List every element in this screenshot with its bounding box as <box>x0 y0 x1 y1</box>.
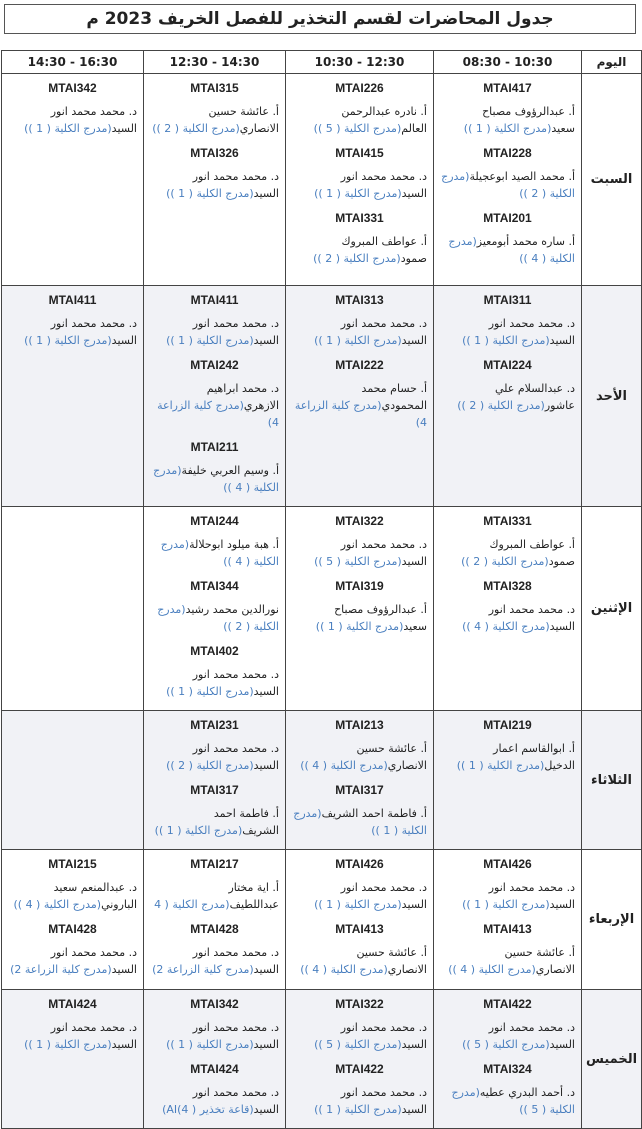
course-code: MTAI328 <box>483 579 532 593</box>
course-code: MTAI417 <box>483 81 532 95</box>
slot-cell <box>144 990 286 1129</box>
room-label: (مدرج الكلية ( 5 )) <box>313 122 402 135</box>
instructor-name: د. محمد محمد انور السيد <box>50 105 137 135</box>
course-code: MTAI415 <box>335 146 384 160</box>
course-code: MTAI219 <box>483 718 532 732</box>
room-label: (مدرج الكلية ( 2 )) <box>152 122 240 135</box>
instructor-name: د. عبدالسلام علي عاشور <box>494 382 575 412</box>
course-code: MTAI324 <box>483 1062 532 1076</box>
course-code: MTAI322 <box>335 997 384 1011</box>
instructor-name: د. محمد محمد انور السيد <box>192 1021 279 1051</box>
instructor-name: د. محمد محمد انور السيد <box>340 881 427 911</box>
lecture-entry <box>292 782 427 839</box>
slot-cell <box>144 74 286 286</box>
lecture-entry <box>8 856 137 913</box>
lecture-entry <box>150 357 279 431</box>
lecture-entry <box>292 357 427 431</box>
room-label: (مدرج الكلية ( 1 )) <box>24 1038 112 1051</box>
instructor-name: أ. اية مختار عبداللطيف <box>228 881 279 911</box>
course-code: MTAI331 <box>483 514 532 528</box>
room-label: (مدرج الكلية ( 1 )) <box>456 759 545 772</box>
instructor-name: د. محمد محمد انور السيد <box>192 946 279 976</box>
lecture-entry <box>440 996 575 1053</box>
lecture-entry <box>150 921 279 978</box>
course-code: MTAI428 <box>190 922 239 936</box>
instructor-name: نورالدين محمد رشيد <box>185 603 279 616</box>
room-label: (مدرج الكلية ( 1 )) <box>462 334 550 347</box>
instructor-name: أ. وسيم العربي خليفة <box>181 464 279 477</box>
room-label: (مدرج كلية الزراعة 2) <box>152 963 254 976</box>
lecture-entry <box>292 921 427 978</box>
lecture-entry <box>292 292 427 349</box>
slot-cell <box>2 711 144 850</box>
lecture-entry <box>440 210 575 267</box>
lecture-entry <box>150 996 279 1053</box>
course-code: MTAI201 <box>483 211 532 225</box>
lecture-entry <box>292 578 427 635</box>
slot-cell <box>2 990 144 1129</box>
course-code: MTAI317 <box>190 783 239 797</box>
day-name: السبت <box>582 74 642 286</box>
slot-cell <box>2 286 144 507</box>
instructor-name: د. محمد محمد انور السيد <box>340 317 427 347</box>
instructor-name: أ. محمد الصيد ابوعجيلة <box>469 170 575 183</box>
room-label: (مدرج الكلية ( 4 <box>154 898 230 911</box>
course-code: MTAI331 <box>335 211 384 225</box>
room-label: (مدرج الكلية ( 1 )) <box>314 187 402 200</box>
day-row <box>2 850 642 990</box>
day-name: الخميس <box>582 990 642 1129</box>
slot-cell <box>144 711 286 850</box>
instructor-name: أ. ساره محمد أبومعيز <box>476 235 575 248</box>
lecture-entry <box>150 145 279 202</box>
lecture-entry <box>150 292 279 349</box>
instructor-name: د. محمد محمد انور السيد <box>192 1086 279 1116</box>
instructor-name: د. محمد محمد انور السيد <box>192 170 279 200</box>
lecture-entry <box>292 1061 427 1118</box>
lecture-entry <box>440 357 575 414</box>
course-code: MTAI211 <box>190 440 239 454</box>
header-slot: 08:30 - 10:30 <box>434 51 582 74</box>
instructor-name: أ. فاطمة احمد الشريف <box>321 807 427 820</box>
course-code: MTAI422 <box>483 997 532 1011</box>
course-code: MTAI244 <box>190 514 239 528</box>
lecture-entry <box>440 856 575 913</box>
instructor-name: د. محمد محمد انور السيد <box>488 1021 575 1051</box>
course-code: MTAI411 <box>190 293 239 307</box>
day-name: الأحد <box>582 286 642 507</box>
course-code: MTAI426 <box>483 857 532 871</box>
course-code: MTAI315 <box>190 81 239 95</box>
lecture-entry <box>292 80 427 137</box>
lecture-entry <box>292 856 427 913</box>
room-label: (مدرج كلية الزراعة 4) <box>294 399 427 429</box>
room-label: (مدرج الكلية ( 5 )) <box>314 1038 402 1051</box>
day-row <box>2 286 642 507</box>
lecture-entry <box>8 292 137 349</box>
instructor-name: د. محمد محمد انور السيد <box>192 742 279 772</box>
room-label: (مدرج الكلية ( 2 )) <box>313 252 401 265</box>
slot-cell <box>434 990 582 1129</box>
slot-cell <box>434 286 582 507</box>
course-code: MTAI222 <box>335 358 384 372</box>
lecture-entry <box>150 80 279 137</box>
course-code: MTAI413 <box>483 922 532 936</box>
slot-cell <box>286 711 434 850</box>
instructor-name: د. محمد محمد انور السيد <box>488 317 575 347</box>
course-code: MTAI426 <box>335 857 384 871</box>
header-slot: 10:30 - 12:30 <box>286 51 434 74</box>
header-day: اليوم <box>582 51 642 74</box>
course-code: MTAI411 <box>48 293 97 307</box>
lecture-entry <box>440 80 575 137</box>
room-label: (مدرج الكلية ( 2 )) <box>441 170 575 200</box>
room-label: (مدرج الكلية ( 5 )) <box>314 555 402 568</box>
header-slot: 12:30 - 14:30 <box>144 51 286 74</box>
lecture-entry <box>150 513 279 570</box>
day-name: الإثنين <box>582 507 642 711</box>
lecture-entry <box>440 292 575 349</box>
lecture-entry <box>150 856 279 913</box>
course-code: MTAI217 <box>190 857 239 871</box>
room-label: (مدرج الكلية ( 4 )) <box>153 464 279 494</box>
course-code: MTAI342 <box>48 81 97 95</box>
course-code: MTAI226 <box>335 81 384 95</box>
room-label: (مدرج الكلية ( 2 )) <box>457 399 545 412</box>
instructor-name: د. محمد محمد انور السيد <box>340 538 427 568</box>
instructor-name: د. محمد ابراهيم الازهري <box>206 382 279 412</box>
room-label: (مدرج الكلية ( 1 )) <box>24 122 112 135</box>
course-code: MTAI422 <box>335 1062 384 1076</box>
schedule-table <box>1 50 642 1129</box>
instructor-name: د. عبدالمنعم سعيد الباروني <box>53 881 137 911</box>
room-label: (مدرج الكلية ( 1 )) <box>166 187 254 200</box>
lecture-entry <box>440 145 575 202</box>
lecture-entry <box>150 643 279 700</box>
header-row <box>2 51 642 74</box>
course-code: MTAI319 <box>335 579 384 593</box>
course-code: MTAI213 <box>335 718 384 732</box>
slot-cell <box>144 286 286 507</box>
instructor-name: د. أحمد البدري عطيه <box>479 1086 575 1099</box>
room-label: (مدرج الكلية ( 2 )) <box>157 603 279 633</box>
instructor-name: د. محمد محمد انور السيد <box>340 1086 427 1116</box>
instructor-name: أ. عائشة حسين الانصاري <box>356 742 427 772</box>
course-code: MTAI228 <box>483 146 532 160</box>
instructor-name: د. محمد محمد انور السيد <box>488 603 575 633</box>
lecture-entry <box>292 717 427 774</box>
day-row <box>2 990 642 1129</box>
room-label: (مدرج الكلية ( 4 )) <box>13 898 102 911</box>
room-label: (مدرج كلية الزراعة 2) <box>10 963 112 976</box>
instructor-name: أ. عواطف المبروك صمود <box>341 235 427 265</box>
room-label: (مدرج الكلية ( 1 )) <box>166 1038 254 1051</box>
room-label: (مدرج الكلية ( 5 )) <box>462 1038 550 1051</box>
lecture-entry <box>8 996 137 1053</box>
room-label: (مدرج الكلية ( 2 )) <box>166 759 254 772</box>
instructor-name: د. محمد محمد انور السيد <box>488 881 575 911</box>
day-row <box>2 507 642 711</box>
course-code: MTAI342 <box>190 997 239 1011</box>
room-label: (مدرج الكلية ( 1 )) <box>166 685 254 698</box>
course-code: MTAI311 <box>483 293 532 307</box>
slot-cell <box>434 711 582 850</box>
lecture-entry <box>440 717 575 774</box>
room-label: (مدرج الكلية ( 4 )) <box>448 963 536 976</box>
room-label: (مدرج الكلية ( 1 )) <box>314 898 402 911</box>
lecture-entry <box>8 921 137 978</box>
lecture-entry <box>292 996 427 1053</box>
course-code: MTAI326 <box>190 146 239 160</box>
instructor-name: د. محمد محمد انور السيد <box>340 1021 427 1051</box>
lecture-entry <box>292 210 427 267</box>
slot-cell <box>286 286 434 507</box>
day-row <box>2 74 642 286</box>
room-label: (مدرج الكلية ( 1 )) <box>315 620 404 633</box>
slot-cell <box>144 507 286 711</box>
room-label: (مدرج الكلية ( 4 )) <box>300 963 388 976</box>
course-code: MTAI413 <box>335 922 384 936</box>
course-code: MTAI402 <box>190 644 239 658</box>
instructor-name: أ. نادره عبدالرحمن العالم <box>341 105 427 135</box>
instructor-name: د. محمد محمد انور السيد <box>50 317 137 347</box>
room-label: (مدرج كلية الزراعة 4) <box>157 399 279 429</box>
slot-cell <box>286 850 434 990</box>
course-code: MTAI242 <box>190 358 239 372</box>
room-label: (مدرج الكلية ( 1 )) <box>154 824 243 837</box>
instructor-name: أ. فاطمة احمد الشريف <box>213 807 279 837</box>
room-label: (مدرج الكلية ( 1 )) <box>293 807 427 837</box>
room-label: (مدرج الكلية ( 1 )) <box>314 1103 402 1116</box>
instructor-name: أ. هبة ميلود ابوحلالة <box>189 538 279 551</box>
instructor-name: أ. عائشة حسين الانصاري <box>504 946 575 976</box>
room-label: (مدرج الكلية ( 1 )) <box>24 334 112 347</box>
room-label: (مدرج الكلية ( 5 )) <box>451 1086 575 1116</box>
room-label: (مدرج الكلية ( 4 )) <box>462 620 550 633</box>
slot-cell <box>286 990 434 1129</box>
lecture-entry <box>150 1061 279 1118</box>
instructor-name: أ. حسام محمد المحمودي <box>361 382 427 412</box>
lecture-entry <box>440 578 575 635</box>
day-name: الثلاثاء <box>582 711 642 850</box>
slot-cell <box>144 850 286 990</box>
day-row <box>2 711 642 850</box>
instructor-name: أ. عواطف المبروك صمود <box>489 538 575 568</box>
instructor-name: أ. عبدالرؤوف مصباح سعيد <box>482 105 575 135</box>
room-label: (مدرج الكلية ( 1 )) <box>462 898 550 911</box>
lecture-entry <box>150 717 279 774</box>
page-title: جدول المحاضرات لقسم التخذير للفصل الخريف 2023 م <box>4 4 636 34</box>
room-label: (مدرج الكلية ( 1 )) <box>166 334 254 347</box>
lecture-entry <box>292 513 427 570</box>
slot-cell <box>286 507 434 711</box>
course-code: MTAI322 <box>335 514 384 528</box>
slot-cell <box>434 507 582 711</box>
slot-cell <box>2 850 144 990</box>
slot-cell <box>434 74 582 286</box>
instructor-name: أ. عائشة حسين الانصاري <box>356 946 427 976</box>
course-code: MTAI424 <box>48 997 97 1011</box>
room-label: (مدرج الكلية ( 4 )) <box>448 235 575 265</box>
slot-cell <box>2 507 144 711</box>
instructor-name: د. محمد محمد انور السيد <box>50 1021 137 1051</box>
day-name: الإربعاء <box>582 850 642 990</box>
room-label: (قاعة تخذير AI(4 )) <box>162 1103 254 1116</box>
lecture-entry <box>150 439 279 496</box>
lecture-entry <box>440 513 575 570</box>
course-code: MTAI428 <box>48 922 97 936</box>
room-label: (مدرج الكلية ( 2 )) <box>461 555 549 568</box>
lecture-entry <box>292 145 427 202</box>
instructor-name: أ. عائشة حسين الانصاري <box>208 105 279 135</box>
instructor-name: د. محمد محمد انور السيد <box>192 317 279 347</box>
room-label: (مدرج الكلية ( 4 )) <box>300 759 388 772</box>
slot-cell <box>286 74 434 286</box>
header-slot: 14:30 - 16:30 <box>2 51 144 74</box>
room-label: (مدرج الكلية ( 1 )) <box>463 122 552 135</box>
room-label: (مدرج الكلية ( 1 )) <box>314 334 402 347</box>
course-code: MTAI313 <box>335 293 384 307</box>
room-label: (مدرج الكلية ( 4 )) <box>160 538 279 568</box>
instructor-name: أ. ابوالقاسم اعمار الدخيل <box>493 742 575 772</box>
course-code: MTAI224 <box>483 358 532 372</box>
slot-cell <box>2 74 144 286</box>
instructor-name: د. محمد محمد انور السيد <box>340 170 427 200</box>
lecture-entry <box>8 80 137 137</box>
course-code: MTAI424 <box>190 1062 239 1076</box>
instructor-name: د. محمد محمد انور السيد <box>50 946 137 976</box>
slot-cell <box>434 850 582 990</box>
lecture-entry <box>440 921 575 978</box>
course-code: MTAI215 <box>48 857 97 871</box>
course-code: MTAI344 <box>190 579 239 593</box>
course-code: MTAI231 <box>190 718 239 732</box>
instructor-name: د. محمد محمد انور السيد <box>192 668 279 698</box>
lecture-entry <box>150 578 279 635</box>
course-code: MTAI317 <box>335 783 384 797</box>
instructor-name: أ. عبدالرؤوف مصباح سعيد <box>334 603 427 633</box>
lecture-entry <box>440 1061 575 1118</box>
lecture-entry <box>150 782 279 839</box>
